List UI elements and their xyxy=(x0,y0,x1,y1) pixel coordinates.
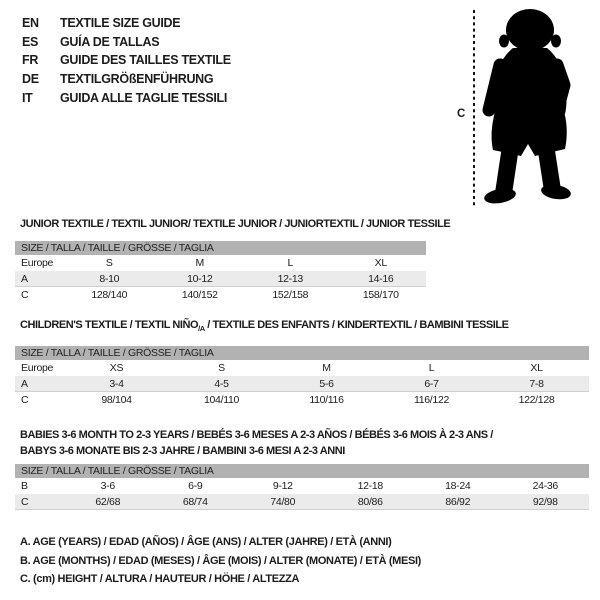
row-label: Europe xyxy=(21,362,54,375)
language-row xyxy=(22,70,231,89)
table-cell: 10-12 xyxy=(187,273,213,285)
table-cell: 3-6 xyxy=(100,480,115,492)
language-code: IT xyxy=(22,90,33,105)
table-cell: M xyxy=(322,362,331,375)
table-cell: 110/116 xyxy=(309,394,344,407)
table-size-header: SIZE / TALLA / TAILLE / GRÖSSE / TAGLIA xyxy=(15,464,589,478)
table-cell: 86/92 xyxy=(445,496,471,508)
table-rows xyxy=(15,478,589,510)
table-cell: 18-24 xyxy=(445,480,471,492)
table-cell: XL xyxy=(530,362,543,375)
table-row xyxy=(15,376,589,392)
table-cell: 8-10 xyxy=(99,273,120,285)
language-title: GUÍA DE TALLAS xyxy=(60,34,160,49)
language-code: ES xyxy=(22,34,39,49)
table-cell: 80/86 xyxy=(357,496,383,508)
baby-silhouette xyxy=(483,9,572,206)
size-table-children xyxy=(15,317,589,408)
table-title-segment: JUNIOR TEXTILE / TEXTIL JUNIOR/ TEXTILE JUNIOR / JUNIORTEXTIL / JUNIOR TESSILE xyxy=(20,218,451,230)
table-row xyxy=(15,287,426,303)
table-rows xyxy=(15,255,426,303)
table-cell: L xyxy=(428,362,435,375)
language-code: DE xyxy=(22,72,39,87)
table-title-segment: BABIES 3-6 MONTH TO 2-3 YEARS / BEBÉS 3-6 MESES A 2-3 AÑOS / BÉBÉS 3-6 MOIS À 2-3 ANS / xyxy=(20,429,493,441)
language-row xyxy=(22,88,231,107)
table-cell: 158/170 xyxy=(362,289,399,301)
table-rows xyxy=(15,360,589,408)
row-label: C xyxy=(21,496,29,508)
row-label: C xyxy=(21,394,29,407)
table-title-segment: /A xyxy=(198,324,205,334)
table-cell: L xyxy=(287,257,294,269)
table-row xyxy=(15,494,589,510)
table-cell: 12-18 xyxy=(357,480,383,492)
table-cell: 4-5 xyxy=(214,378,229,391)
language-title: TEXTILE SIZE GUIDE xyxy=(60,16,181,31)
footnote: C. (cm) HEIGHT / ALTURA / HAUTEUR / HÖHE / ALTEZZA xyxy=(20,573,300,585)
table-cell: 6-7 xyxy=(424,378,439,391)
table-cell: 74/80 xyxy=(270,496,296,508)
row-label: A xyxy=(21,273,28,285)
row-label: B xyxy=(21,480,28,492)
row-label: A xyxy=(21,378,28,391)
table-title-segment: CHILDREN'S TEXTILE / TEXTIL NIÑO xyxy=(20,319,199,331)
table-cell: 104/110 xyxy=(203,394,240,407)
table-size-header: SIZE / TALLA / TAILLE / GRÖSSE / TAGLIA xyxy=(15,241,426,255)
footnotes xyxy=(20,533,421,589)
table-title-segment: BABYS 3-6 MONATE BIS 2-3 JAHRE / BAMBINI 3-6 MESI A 2-3 ANNI xyxy=(20,445,345,457)
table-cell: 14-16 xyxy=(368,273,394,285)
table-cell: 24-36 xyxy=(532,480,558,492)
table-cell: 128/140 xyxy=(91,289,128,301)
table-cell: 122/128 xyxy=(518,394,555,407)
table-row xyxy=(15,271,426,287)
table-cell: S xyxy=(105,257,113,269)
language-row xyxy=(22,33,231,52)
table-cell: S xyxy=(218,362,225,375)
language-title: TEXTILGRÖßENFÜHRUNG xyxy=(60,72,214,87)
footnote: A. AGE (YEARS) / EDAD (AÑOS) / ÂGE (ANS) / ALTER (JAHRE) / ETÀ (ANNI) xyxy=(20,536,392,548)
row-label: C xyxy=(21,289,29,301)
table-cell: XS xyxy=(109,362,124,375)
language-title: GUIDE DES TAILLES TEXTILE xyxy=(60,53,231,68)
table-cell: 62/68 xyxy=(95,496,121,508)
table-cell: 3-4 xyxy=(109,378,124,391)
language-code: EN xyxy=(22,16,39,31)
table-cell: 98/104 xyxy=(101,394,132,407)
table-cell: 9-12 xyxy=(272,480,293,492)
table-title xyxy=(20,427,589,459)
footnote: B. AGE (MONTHS) / EDAD (MESES) / ÂGE (MOIS) / ALTER (MONATE) / ETÀ (MESI) xyxy=(20,554,421,567)
language-code: FR xyxy=(22,53,39,68)
size-table-junior xyxy=(15,216,451,303)
table-size-header: SIZE / TALLA / TAILLE / GRÖSSE / TAGLIA xyxy=(15,346,589,360)
table-row xyxy=(15,360,589,376)
table-title-segment: / TEXTILE DES ENFANTS / KINDERTEXTIL / BAMBINI TESSILE xyxy=(204,319,509,331)
language-row xyxy=(22,14,231,33)
table-title xyxy=(20,216,451,232)
row-label: Europe xyxy=(21,257,54,269)
size-grid xyxy=(15,346,589,408)
language-row xyxy=(22,51,231,70)
height-label: C xyxy=(457,108,466,120)
table-row xyxy=(15,255,426,271)
table-cell: 68/74 xyxy=(182,496,208,508)
table-cell: M xyxy=(195,257,204,269)
table-cell: 12-13 xyxy=(277,273,303,285)
table-cell: 140/152 xyxy=(181,289,218,301)
table-cell: XL xyxy=(374,257,387,269)
size-grid xyxy=(15,241,426,303)
table-row xyxy=(15,478,589,494)
table-cell: 92/98 xyxy=(532,496,558,508)
table-row xyxy=(15,392,589,408)
table-cell: 7-8 xyxy=(529,378,544,391)
size-table-babies xyxy=(15,427,589,510)
size-grid xyxy=(15,464,589,510)
table-cell: 5-6 xyxy=(319,378,334,391)
table-title xyxy=(20,317,589,337)
language-title: GUIDA ALLE TAGLIE TESSILI xyxy=(60,90,228,105)
baby-figure xyxy=(450,5,595,210)
language-list xyxy=(22,14,231,107)
table-cell: 6-9 xyxy=(188,480,203,492)
table-cell: 116/122 xyxy=(413,394,450,407)
table-cell: 152/158 xyxy=(272,289,309,301)
